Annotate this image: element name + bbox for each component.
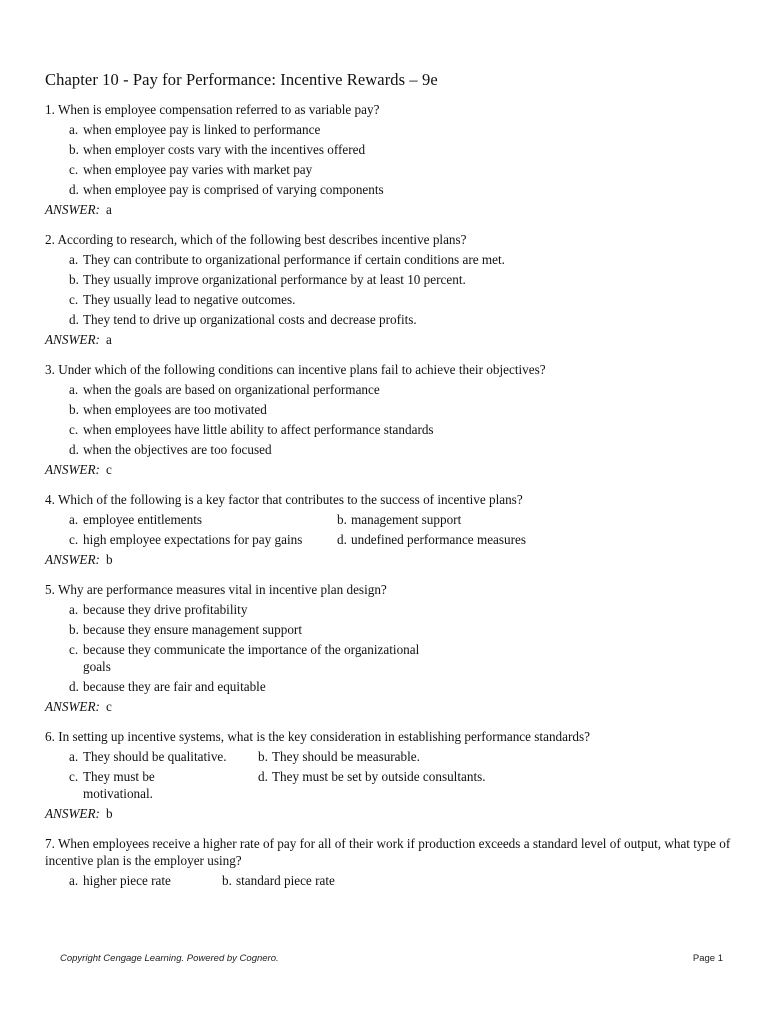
- question-3: [45, 361, 735, 478]
- answer-value: c: [105, 462, 112, 477]
- question-text: 5. Why are performance measures vital in incentive plan design?: [45, 582, 387, 597]
- options-list: [69, 121, 735, 198]
- page-number: Page 1: [692, 953, 723, 964]
- option-letter: b.: [69, 622, 79, 637]
- option-text: when employees have little ability to affect performance standards: [83, 422, 434, 437]
- answer-line: [45, 461, 735, 478]
- option-text: because they are fair and equitable: [83, 679, 266, 694]
- option-text: They should be measurable.: [272, 749, 420, 764]
- option-text: because they drive profitability: [83, 602, 248, 617]
- option-text: when the goals are based on organizational performance: [83, 382, 380, 397]
- option-text: standard piece rate: [236, 873, 335, 888]
- option-c: [69, 531, 337, 548]
- page-title: Chapter 10 - Pay for Performance: Incentive Rewards – 9e: [45, 70, 438, 89]
- option-text: when employee pay varies with market pay: [83, 162, 313, 177]
- answer-label: ANSWER:: [45, 552, 100, 567]
- option-text: They must be motivational.: [83, 769, 155, 801]
- option-c: [69, 291, 529, 308]
- answer-label: ANSWER:: [45, 332, 100, 347]
- option-text: when employees are too motivated: [83, 402, 267, 417]
- option-b: [222, 872, 422, 889]
- option-text: They tend to drive up organizational costs and decrease profits.: [83, 312, 417, 327]
- option-a: [69, 601, 449, 618]
- option-a: [69, 748, 258, 765]
- answer-label: ANSWER:: [45, 806, 100, 821]
- option-letter: a.: [69, 122, 79, 137]
- answer-value: a: [105, 332, 112, 347]
- question-2: [45, 231, 735, 348]
- answer-line: [45, 201, 735, 218]
- options-list: [69, 381, 735, 458]
- question-text: 2. According to research, which of the following best describes incentive plans?: [45, 232, 467, 247]
- answer-value: c: [105, 699, 112, 714]
- option-a: [69, 121, 735, 138]
- option-text: higher piece rate: [83, 873, 171, 888]
- option-b: [69, 401, 735, 418]
- options-grid: [69, 872, 735, 889]
- question-5: [45, 581, 735, 715]
- option-letter: c.: [69, 769, 79, 784]
- copyright-text: Copyright Cengage Learning. Powered by Cognero.: [60, 953, 279, 964]
- options-list: [69, 251, 529, 328]
- option-b: [69, 141, 735, 158]
- option-b: [69, 621, 449, 638]
- option-d: [69, 441, 735, 458]
- option-text: They usually improve organizational performance by at least 10 percent.: [83, 272, 466, 287]
- option-text: undefined performance measures: [351, 532, 527, 547]
- option-letter: a.: [69, 873, 79, 888]
- option-d: [69, 311, 529, 328]
- question-4: [45, 491, 735, 568]
- option-c: [69, 641, 449, 675]
- option-letter: a.: [69, 749, 79, 764]
- answer-value: b: [105, 806, 113, 821]
- option-d: [69, 181, 735, 198]
- answer-line: [45, 551, 735, 568]
- answer-label: ANSWER:: [45, 462, 100, 477]
- answer-value: b: [105, 552, 113, 567]
- question-6: [45, 728, 735, 822]
- option-c: [69, 161, 735, 178]
- option-b: [337, 511, 567, 528]
- option-letter: d.: [69, 182, 79, 197]
- option-letter: b.: [337, 512, 347, 527]
- answer-label: ANSWER:: [45, 202, 100, 217]
- option-c: [69, 421, 735, 438]
- option-letter: c.: [69, 292, 79, 307]
- option-letter: d.: [258, 769, 268, 784]
- answer-line: [45, 331, 735, 348]
- option-letter: d.: [69, 312, 79, 327]
- question-text: 1. When is employee compensation referred to as variable pay?: [45, 102, 380, 117]
- option-letter: c.: [69, 642, 79, 657]
- question-list: [45, 101, 735, 902]
- option-letter: d.: [69, 679, 79, 694]
- option-d: [337, 531, 567, 548]
- option-letter: d.: [337, 532, 347, 547]
- option-text: because they communicate the importance of the organizational goals: [83, 642, 420, 674]
- answer-value: a: [105, 202, 112, 217]
- option-letter: b.: [222, 873, 232, 888]
- question-text: 7. When employees receive a higher rate of pay for all of their work if production exceeds a standard level of output, what type of incentive plan is the employer using?: [45, 836, 731, 868]
- option-b: [258, 748, 518, 765]
- question-7: [45, 835, 735, 889]
- answer-label: ANSWER:: [45, 699, 100, 714]
- option-text: when employee pay is comprised of varying components: [83, 182, 384, 197]
- option-text: management support: [351, 512, 462, 527]
- option-letter: b.: [69, 402, 79, 417]
- option-letter: b.: [69, 272, 79, 287]
- option-text: when employer costs vary with the incentives offered: [83, 142, 366, 157]
- option-letter: a.: [69, 602, 79, 617]
- option-text: They can contribute to organizational performance if certain conditions are met.: [83, 252, 505, 267]
- option-letter: b.: [258, 749, 268, 764]
- option-text: They must be set by outside consultants.: [272, 769, 486, 784]
- option-letter: a.: [69, 382, 79, 397]
- option-text: when employee pay is linked to performance: [83, 122, 321, 137]
- option-letter: b.: [69, 142, 79, 157]
- option-letter: a.: [69, 252, 79, 267]
- option-letter: c.: [69, 532, 79, 547]
- option-text: because they ensure management support: [83, 622, 302, 637]
- option-a: [69, 381, 735, 398]
- option-text: high employee expectations for pay gains: [83, 532, 303, 547]
- option-text: They should be qualitative.: [83, 749, 227, 764]
- option-letter: c.: [69, 162, 79, 177]
- option-a: [69, 511, 337, 528]
- option-c: [69, 768, 258, 802]
- option-b: [69, 271, 529, 288]
- question-text: 4. Which of the following is a key factor that contributes to the success of incentive plans?: [45, 492, 523, 507]
- question-text: 3. Under which of the following conditions can incentive plans fail to achieve their objectives?: [45, 362, 546, 377]
- option-text: employee entitlements: [83, 512, 203, 527]
- option-letter: d.: [69, 442, 79, 457]
- option-text: They usually lead to negative outcomes.: [83, 292, 296, 307]
- option-letter: a.: [69, 512, 79, 527]
- option-a: [69, 872, 222, 889]
- answer-line: [45, 805, 735, 822]
- option-d: [258, 768, 518, 802]
- options-list: [69, 601, 449, 695]
- option-letter: c.: [69, 422, 79, 437]
- options-grid: [69, 511, 735, 548]
- option-text: when the objectives are too focused: [83, 442, 272, 457]
- question-text: 6. In setting up incentive systems, what is the key consideration in establishing performance standards?: [45, 729, 590, 744]
- option-d: [69, 678, 449, 695]
- answer-line: [45, 698, 735, 715]
- option-a: [69, 251, 529, 268]
- question-1: [45, 101, 735, 218]
- options-grid: [69, 748, 735, 802]
